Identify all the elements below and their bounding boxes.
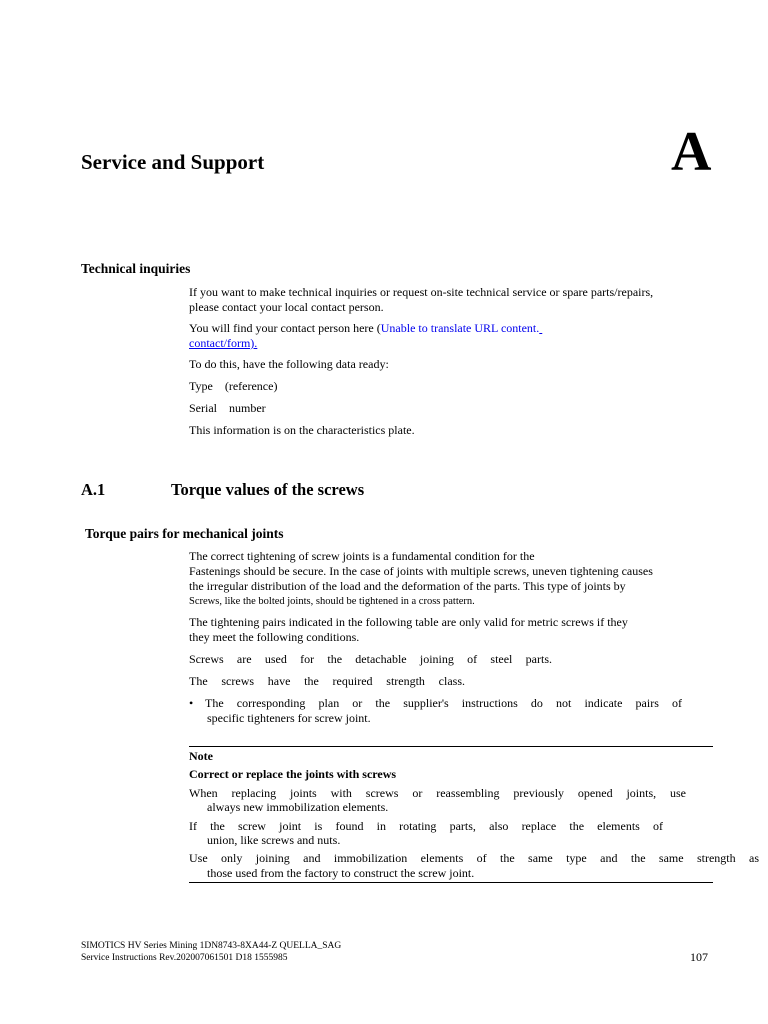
- technical-inquiries-heading: Technical inquiries: [81, 261, 191, 276]
- bullet-symbol: •: [189, 696, 194, 710]
- text-line: If you want to make technical inquiries or request on-site technical service or spare parts/repairs,: [189, 285, 654, 299]
- inquiries-paragraph-1: [189, 285, 653, 315]
- bullet-item-line-1: The corresponding plan or the supplier's instructions do not indicate pairs of: [205, 696, 682, 710]
- text-line: The correct tightening of screw joints is a fundamental condition for the: [189, 549, 535, 563]
- serial-label: Serial: [189, 401, 217, 415]
- chapter-title: Service and Support: [81, 150, 265, 174]
- contact-link-part[interactable]: Unable to translate URL content.: [380, 321, 540, 335]
- appendix-letter: A: [671, 121, 712, 183]
- note-label: Note: [189, 749, 213, 763]
- note-top-rule: [189, 746, 713, 747]
- text-line: Screws, like the bolted joints, should be tightened in a cross pattern.: [189, 596, 475, 607]
- note-item-1-line-1: When replacing joints with screws or reassembling previously opened joints, use: [189, 786, 686, 800]
- bullet-item-line-2: specific tighteners for screw joint.: [207, 711, 371, 725]
- torque-paragraph-2: [189, 615, 628, 645]
- inquiries-paragraph-3: To do this, have the following data ready:: [189, 357, 389, 371]
- page-number: 107: [690, 950, 708, 964]
- contact-link-underline[interactable]: [539, 321, 678, 336]
- note-item-1-line-2: always new immobilization elements.: [207, 800, 389, 814]
- contact-link[interactable]: contact/form).: [189, 336, 258, 350]
- inquiries-paragraph-2: [189, 321, 700, 351]
- contact-text: You will find your contact person here (: [189, 321, 381, 335]
- note-heading: Correct or replace the joints with screws: [189, 767, 397, 781]
- torque-paragraph-1: [189, 549, 653, 609]
- note-item-3-line-2: those used from the factory to construct the screw joint.: [207, 866, 475, 880]
- footer-line: SIMOTICS HV Series Mining 1DN8743-8XA44-Z QUELLA_SAG: [81, 941, 342, 951]
- section-number: A.1: [81, 480, 106, 499]
- text-line: please contact your local contact person.: [189, 300, 384, 314]
- serial-value: number: [229, 401, 266, 415]
- type-value: (reference): [224, 379, 278, 393]
- torque-pairs-heading: Torque pairs for mechanical joints: [85, 526, 284, 541]
- section-title: Torque values of the screws: [171, 480, 365, 499]
- note-item-2-line-1: If the screw joint is found in rotating parts, also replace the elements of: [189, 819, 663, 833]
- text-line: they meet the following conditions.: [189, 630, 360, 644]
- serial-line: [189, 401, 266, 416]
- text-line: Fastenings should be secure. In the case of joints with multiple screws, uneven tightening causes: [189, 564, 653, 578]
- text-line: the irregular distribution of the load and the deformation of the parts. This type of joints by: [189, 579, 626, 593]
- note-item-3-line-1: Use only joining and immobilization elements of the same type and the same strength as: [189, 851, 759, 865]
- note-item-2-line-2: union, like screws and nuts.: [207, 833, 341, 847]
- torque-paragraph-3: Screws are used for the detachable joining of steel parts.: [189, 652, 552, 666]
- type-label: Type: [189, 379, 213, 393]
- footer-info: [81, 940, 341, 964]
- type-line: [189, 379, 277, 394]
- inquiries-paragraph-4: This information is on the characteristics plate.: [189, 423, 415, 437]
- footer-line: Service Instructions Rev.202007061501 D18 1555985: [81, 953, 288, 963]
- text-line: The tightening pairs indicated in the following table are only valid for metric screws if they: [189, 615, 628, 629]
- note-bottom-rule: [189, 882, 713, 883]
- torque-paragraph-4: The screws have the required strength class.: [189, 674, 465, 688]
